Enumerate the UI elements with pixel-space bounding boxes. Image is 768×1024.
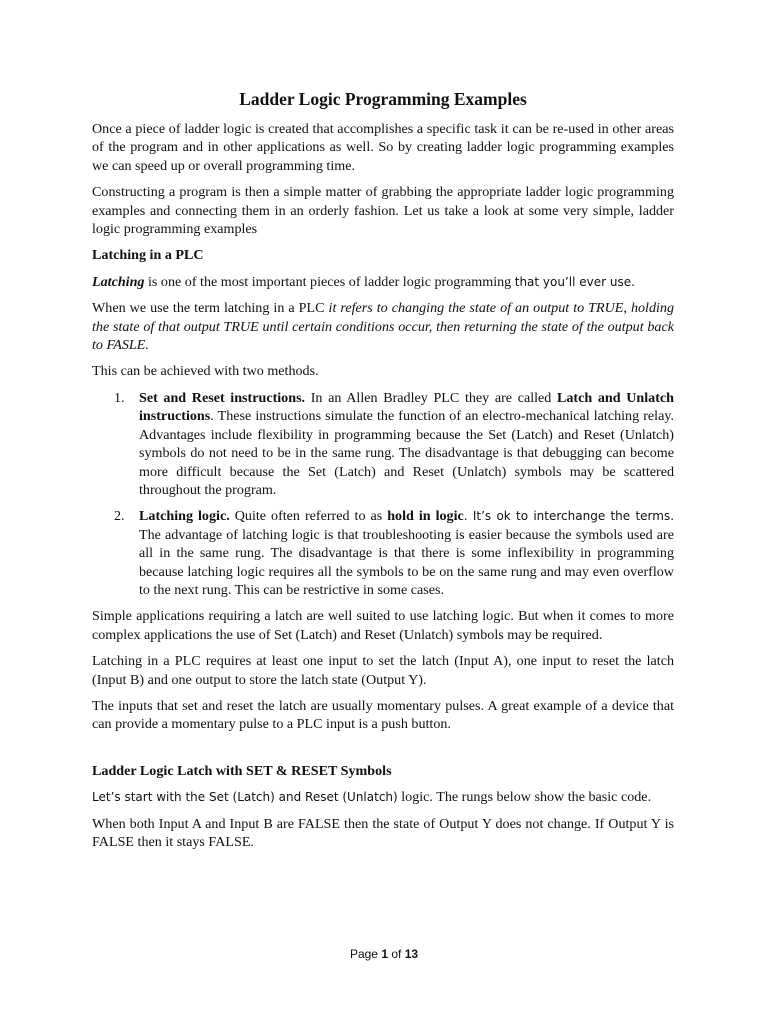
document-body <box>92 84 674 859</box>
page-title: Ladder Logic Programming Examples <box>239 89 527 109</box>
section-heading-set-reset: Ladder Logic Latch with SET & RESET Symbols <box>92 762 392 779</box>
latching-definition-tail: that you’ll ever use. <box>514 274 635 289</box>
latching-definition-text: is one of the most important pieces of ladder logic programming <box>144 273 515 290</box>
list-item-set-reset <box>92 389 674 499</box>
section-spacer <box>92 742 674 762</box>
list-item-text-2: The advantage of latching logic is that troubleshooting is easier because the symbols used are all in the same rung. The disadvantage is that there is some inflexibility in programming because latching logic requires all the symbols to be on the same rung and may even overflow to the next rung. This can be restrictive in some cases. <box>139 526 674 598</box>
latching-meaning-paragraph <box>92 299 674 354</box>
list-item-text: Quite often referred to as <box>229 508 388 525</box>
momentary-pulse-paragraph: The inputs that set and reset the latch are usually momentary pulses. A great example of a device that can provide a momentary pulse to a PLC input is a push button. <box>92 697 674 733</box>
set-reset-intro-paragraph <box>92 788 674 806</box>
footer-current-page: 1 <box>381 947 388 961</box>
footer-middle: of <box>388 947 405 961</box>
list-item-bold: Latching logic. <box>139 508 230 525</box>
both-inputs-false-paragraph: When both Input A and Input B are FALSE then the state of Output Y does not change. If Output Y is FALSE then it stays FALSE. <box>92 815 674 850</box>
list-item-bold: Set and Reset instructions. <box>139 389 306 406</box>
footer-prefix: Page <box>349 947 382 961</box>
intro-paragraph-2: Constructing a program is then a simple matter of grabbing the appropriate ladder logic programming examples and connecting them in an orderly fashion. Let us take a look at some very simple, ladder logic programming examples <box>92 184 674 238</box>
list-item-latching-logic <box>92 507 674 599</box>
list-item-number: 2. <box>114 508 125 525</box>
section-heading-latching: Latching in a PLC <box>92 247 204 264</box>
list-item-bold-2: Latch and Unlatch instructions <box>139 389 674 425</box>
list-item-text-2: . These instructions simulate the function of an electro-mechanical latching relay. Advantages include flexibility in programming because the Set (Latch) and Reset (Unlatch) symbols do not need to be in the same rung. The disadvantage is that debugging can become more difficult because the Set (Latch) and Reset (Unlatch) symbols may be scattered throughout the program. <box>139 408 674 498</box>
list-item-number: 1. <box>114 389 125 406</box>
latching-definition-paragraph <box>92 273 674 291</box>
methods-intro-paragraph: This can be achieved with two methods. <box>92 363 319 380</box>
list-item-text: In an Allen Bradley PLC they are called <box>305 389 557 406</box>
set-reset-intro-text: logic. The rungs below show the basic code. <box>397 789 652 806</box>
latching-meaning-lead: When we use the term latching in a PLC <box>92 300 329 317</box>
list-item-bold-2: hold in logic <box>387 508 464 525</box>
latch-requirements-paragraph: Latching in a PLC requires at least one input to set the latch (Input A), one input to reset the latch (Input B) and one output to store the latch state (Output Y). <box>92 653 674 688</box>
set-reset-intro-sans: Let’s start with the Set (Latch) and Reset (Unlatch) <box>92 790 398 805</box>
list-item-sans-tail: . It’s ok to interchange the terms. <box>463 509 675 524</box>
footer-total-pages: 13 <box>404 947 419 961</box>
methods-list <box>92 389 674 599</box>
latching-term: Latching <box>92 273 145 290</box>
page-number-footer <box>0 947 768 961</box>
simple-applications-paragraph: Simple applications requiring a latch are well suited to use latching logic. But when it comes to more complex applications the use of Set (Latch) and Reset (Unlatch) symbols may be required. <box>92 608 674 643</box>
intro-paragraph-1: Once a piece of ladder logic is created that accomplishes a specific task it can be re-used in other areas of the program and in other applications as well. So by creating ladder logic programming examples we can speed up or overall programming time. <box>92 121 674 174</box>
latching-meaning-italic: it refers to changing the state of an output to TRUE, holding the state of that output TRUE until certain conditions occur, then returning the state of the output back to FASLE. <box>92 300 675 354</box>
